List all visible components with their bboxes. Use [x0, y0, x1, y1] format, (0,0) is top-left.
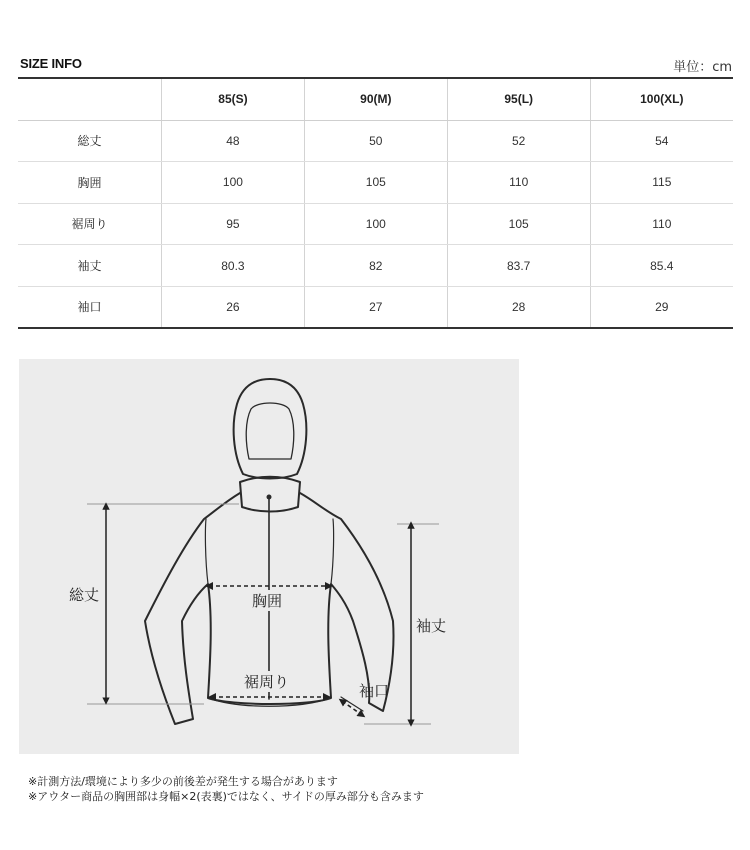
- column-header: 90(M): [304, 78, 447, 120]
- jacket-illustration: [19, 359, 519, 754]
- table-cell: 83.7: [447, 245, 590, 287]
- hood-inner: [246, 403, 294, 459]
- unit-label: 単位：cm: [673, 60, 732, 75]
- column-header: 85(S): [162, 78, 305, 120]
- table-cell: 85.4: [590, 245, 733, 287]
- sleeve-length-label: 袖丈: [416, 617, 447, 635]
- measurement-diagram: [19, 359, 519, 754]
- column-header: 95(L): [447, 78, 590, 120]
- row-label: 総丈: [18, 120, 162, 162]
- table-cell: 105: [447, 203, 590, 245]
- column-header: [18, 78, 162, 120]
- cuff-label: 袖口: [359, 682, 390, 700]
- table-cell: 105: [304, 162, 447, 204]
- table-cell: 82: [304, 245, 447, 287]
- table-cell: 52: [447, 120, 590, 162]
- table-row: [18, 286, 733, 328]
- table-cell: 115: [590, 162, 733, 204]
- table-cell: 80.3: [162, 245, 305, 287]
- table-cell: 95: [162, 203, 305, 245]
- chest-label: 胸囲: [252, 592, 283, 610]
- row-label: 袖丈: [18, 245, 162, 287]
- table-cell: 50: [304, 120, 447, 162]
- hood: [234, 379, 307, 479]
- table-cell: 48: [162, 120, 305, 162]
- table-cell: 29: [590, 286, 733, 328]
- table-cell: 27: [304, 286, 447, 328]
- measurement-notes: [28, 774, 424, 804]
- size-info-title: SIZE INFO: [20, 56, 82, 71]
- table-cell: 28: [447, 286, 590, 328]
- table-cell: 100: [162, 162, 305, 204]
- table-row: [18, 245, 733, 287]
- table-row: [18, 120, 733, 162]
- table-cell: 54: [590, 120, 733, 162]
- table-cell: 26: [162, 286, 305, 328]
- row-label: 袖口: [18, 286, 162, 328]
- hem-label: 裾周り: [244, 673, 290, 691]
- size-info-header: [18, 56, 732, 76]
- row-label: 胸囲: [18, 162, 162, 204]
- table-row: [18, 162, 733, 204]
- collar: [240, 477, 300, 512]
- table-cell: 100: [304, 203, 447, 245]
- row-label: 裾周り: [18, 203, 162, 245]
- column-header: 100(XL): [590, 78, 733, 120]
- note-line: ※アウター商品の胸囲部は身幅×2(表裏)ではなく、サイドの厚み部分も含みます: [28, 790, 424, 803]
- note-line: ※計測方法/環境により多少の前後差が発生する場合があります: [28, 775, 338, 788]
- table-header-row: [18, 78, 733, 120]
- table-cell: 110: [447, 162, 590, 204]
- size-table: [18, 77, 733, 329]
- table-cell: 110: [590, 203, 733, 245]
- total-length-label: 総丈: [69, 586, 100, 604]
- table-row: [18, 203, 733, 245]
